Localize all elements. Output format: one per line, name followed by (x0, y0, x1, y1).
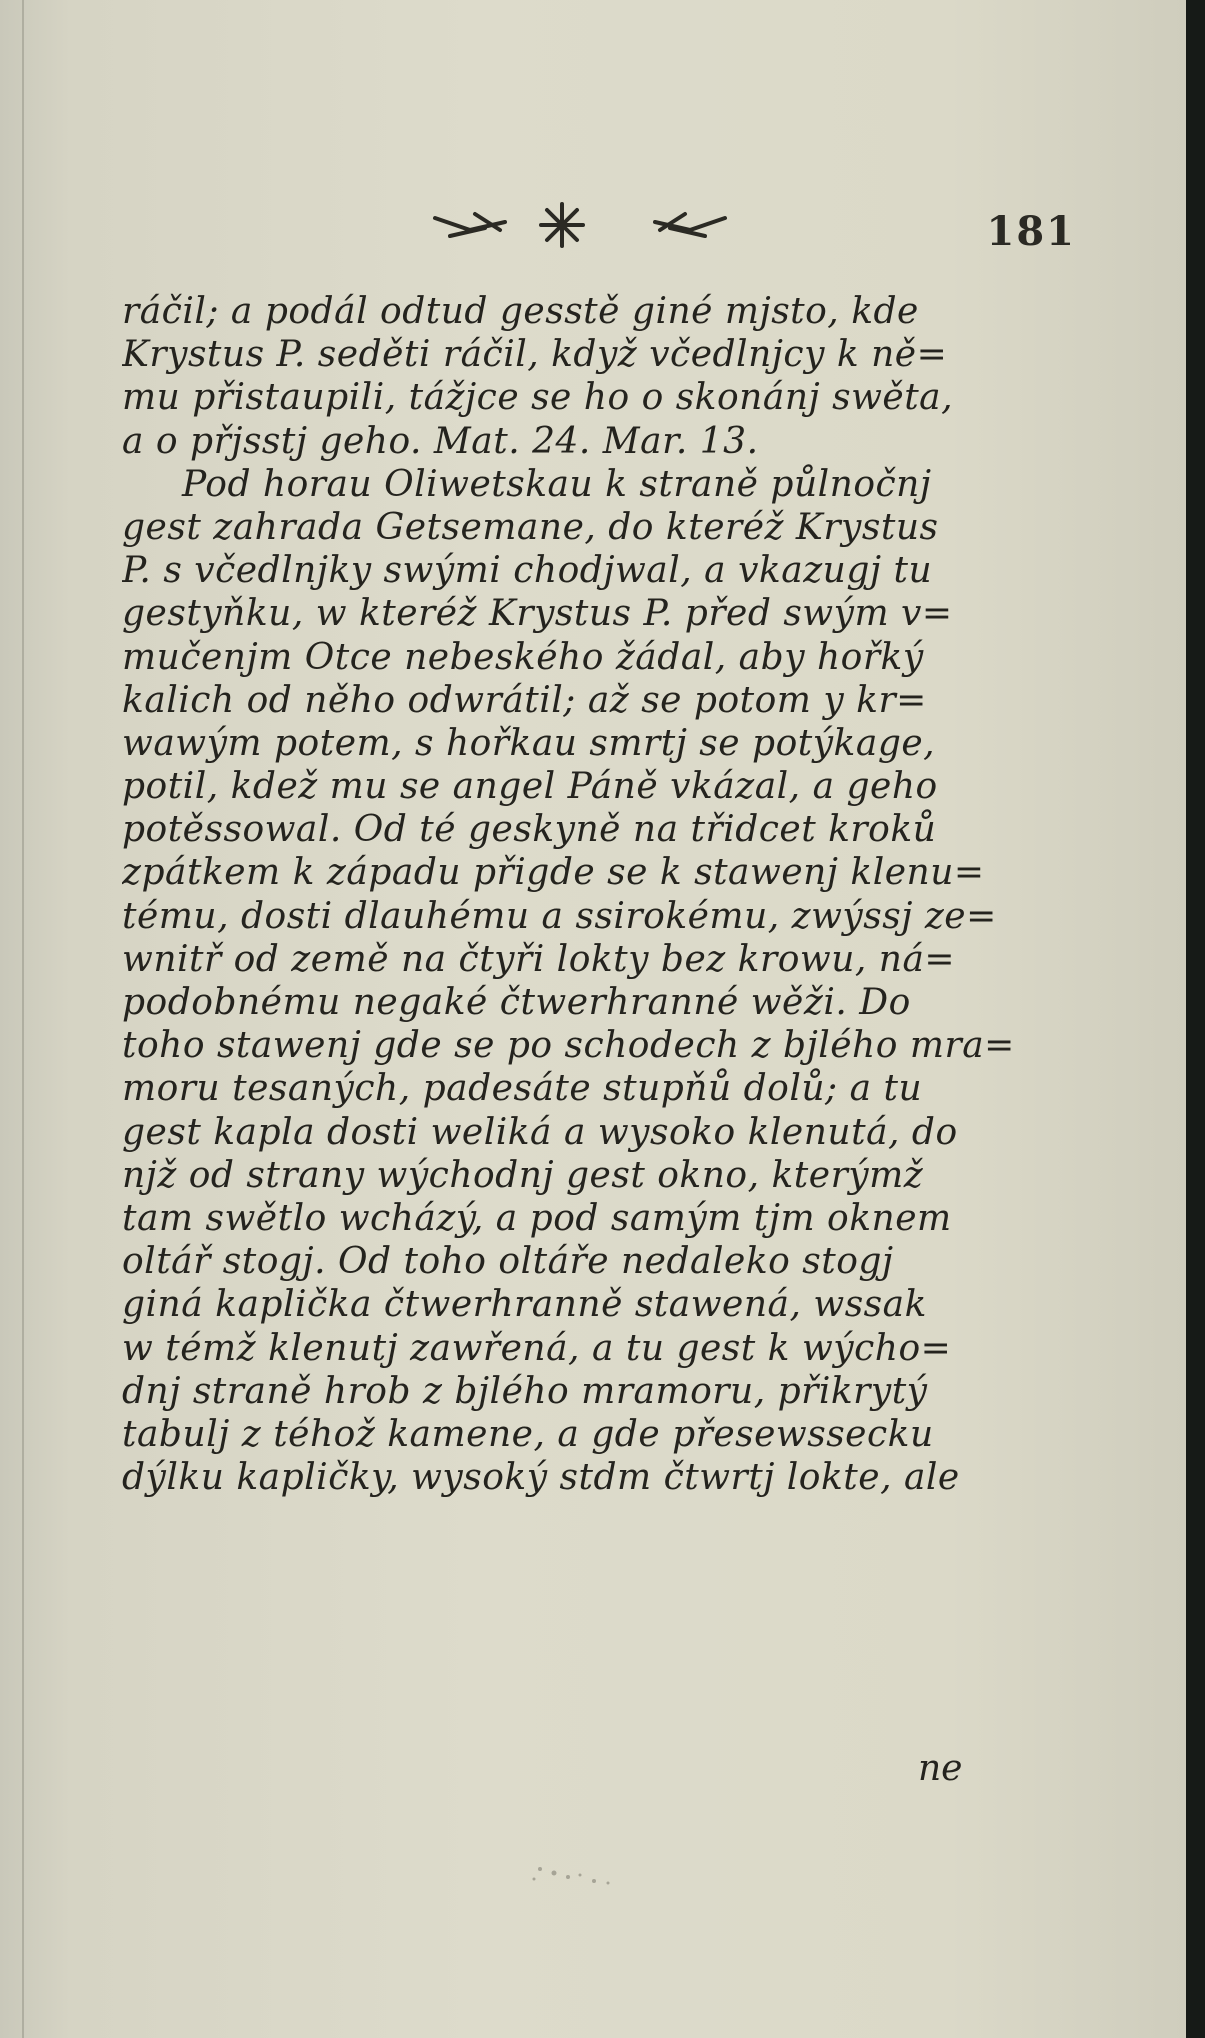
fleuron-ornament-icon (430, 200, 730, 250)
text-line: dýlku kapličky, wysoký stdm čtwrtj lokte, ale (122, 1457, 960, 1499)
text-line: giná kaplička čtwerhranně stawená, wssak (122, 1284, 927, 1326)
text-line: P. s včedlnjky swými chodjwal, a vkazugj tu (122, 550, 933, 592)
text-line: kalich od něho odwrátil; až se potom y kr= (122, 679, 927, 721)
text-line: zpátkem k západu přigde se k stawenj klenu= (122, 852, 985, 894)
body-text (122, 290, 1040, 1499)
text-line: tému, dosti dlauhému a ssirokému, zwýssj ze= (122, 895, 997, 937)
text-line: Krystus P. seděti ráčil, když včedlnjcy k ně= (122, 334, 948, 376)
text-line: njž od strany wýchodnj gest okno, kterýmž (122, 1154, 924, 1196)
page-gutter (22, 0, 24, 2038)
page-header (430, 200, 1090, 260)
text-line: tam swětlo wcházý, a pod samým tjm oknem (122, 1197, 952, 1239)
text-line: moru tesaných, padesáte stupňů dolů; a tu (122, 1068, 923, 1110)
text-line: tabulj z téhož kamene, a gde přesewssecku (122, 1413, 934, 1455)
text-line: potil, kdež mu se angel Páně vkázal, a geho (122, 766, 938, 808)
page-number: 181 (986, 208, 1076, 255)
text-line: gestyňku, w kteréž Krystus P. před swým v= (122, 593, 953, 635)
book-edge-shadow (1186, 0, 1205, 2038)
text-line: gest zahrada Getsemane, do kteréž Krystus (122, 506, 939, 548)
text-line: wawým potem, s hořkau smrtj se potýkage, (122, 722, 936, 764)
text-line: mučenjm Otce nebeského žádal, aby hořký (122, 636, 924, 678)
text-line: toho stawenj gde se po schodech z bjlého mra= (122, 1025, 1015, 1067)
ink-smudge-icon (520, 1855, 640, 1895)
text-line: w témž klenutj zawřená, a tu gest k wýcho= (122, 1327, 952, 1369)
paragraph-start-line: Pod horau Oliwetskau k straně půlnočnj (182, 463, 932, 505)
text-line: dnj straně hrob z bjlého mramoru, přikrytý (122, 1370, 928, 1412)
text-line: mu přistaupili, tážjce se ho o skonánj swěta, (122, 377, 954, 419)
text-line: gest kapla dosti weliká a wysoko klenutá, do (122, 1111, 958, 1153)
text-line: potěssowal. Od té geskyně na třidcet kroků (122, 809, 937, 851)
text-line: podobnému negaké čtwerhranné wěži. Do (122, 982, 911, 1023)
text-line: oltář stogj. Od toho oltáře nedaleko stogj (122, 1241, 894, 1283)
text-line: ráčil; a podál odtud gesstě giné mjsto, kde (122, 291, 919, 332)
text-line: wnitř od země na čtyři lokty bez krowu, ná= (122, 938, 956, 980)
text-line: a o přjsstj geho. Mat. 24. Mar. 13. (122, 420, 759, 462)
catchword: ne (918, 1748, 963, 1789)
